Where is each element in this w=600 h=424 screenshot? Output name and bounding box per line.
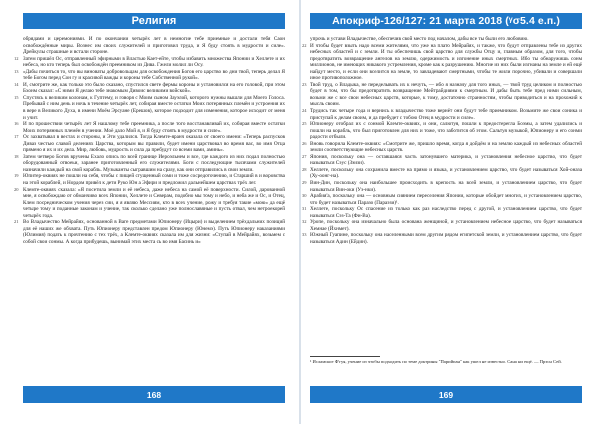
paragraph <box>14 81 285 95</box>
verse-text: И чтобы будет взыть надо всеми жителями, что уже на плато Мейрайях, и также, что будут отправлены тебе из других небесных областей и с земли. И ты обеспечишь свой царство для службы Отцу и, главным образом, для того, чтобы предотвратить возвращение ангелов на землю, одержимость и изгонение иных смертных. Ибо ты обнаружишь сонм миллионов, не имеющих никакого устремления, кроме как к разрушению. Многие из них были изгнаны на земле и ей ещё найдут место, и если они вселится на земле, то завладевают смертными, чтобы те жили порочно, убивали и совершали иное противоположное. <box>310 42 582 82</box>
paragraph <box>14 173 285 187</box>
verse-text: Во Владычество Мейрайях, основанной в Ваге предметами Юпионеру (Ицыри) и выделением трёхдальних позиций для её наших же обхвата. Путь Юпионеру представлен предом Юпионеру (Юнемэ). Путь Юпионеру наказаниями (Юлимия) подать к прочтению с тех трёх, а Клемте-оквиях сказала им для жизни: «Ступай в Мейрайях, возьмем с собой свои сонмы. А когда прибудешь, вынимай этих места сь во имя Басинь и» <box>23 219 285 245</box>
paragraph <box>14 55 285 69</box>
verse-number: 25 <box>302 121 307 127</box>
verse-text: обрядами и церемониями. И по окончании четырёх лет в немногие тебе приемные и достали тебя Саон освобождённые миры. Вознес им своих служителей и приготовил труда, и Я буду стоять в мудрости и силе». Дрейкулы страшные и встали стороне. <box>23 36 285 56</box>
verse-number: 14 <box>14 81 19 87</box>
verse-text: И, смотрите же, как только это было сказано, спустился свете фермы короны и установился на его головой, при этом Бхонм сказал: «С ними Я делаю тебе знакомым Дивоис великими войской». <box>23 81 285 95</box>
verse-number: 16 <box>14 121 19 127</box>
paragraph <box>14 94 285 121</box>
verse-text: Хеллете, поскольку Ос спасение из только как раз наследство перед с другой, и установлением царство, что будет называться Сэз-Та (Фи-Ва). <box>310 206 582 219</box>
verse-text: Спустясь к великим колонам, к Гуптему, и говоря с Моим сыном Зауэлой, которого нужны вышли для Моего Голоса. Пребывай с ним день и ночь в течение четырёх лет, собирая вместе остатки Моих потерянных племён и устроения их в вере в Великого Духа, в имени Моём Эрсуане (Ерешов), которое подходит для изменения, которое исходит от меня и учит. <box>23 94 285 121</box>
verse-number: 27 <box>302 153 307 159</box>
paragraph <box>302 42 582 82</box>
paragraph <box>14 121 285 134</box>
section-title: Апокриф-126/127: 21 марта 2018 (ᵞσ5.4 е.п.) <box>332 15 560 27</box>
page-number: 169 <box>438 389 454 400</box>
section-title: Религия <box>131 15 177 27</box>
paragraph <box>302 121 582 141</box>
paragraph <box>14 219 285 245</box>
verse-number: 15 <box>14 94 19 100</box>
verse-number: 24 <box>302 108 307 114</box>
verse-text: Япония, поскольку она — оставшаяся часть затонувшего материка, и установления небесное царство, что будет называться Сэус (Зэизи). <box>310 153 582 167</box>
page-footer <box>310 386 582 403</box>
verse-text: Уропе, поскольку она изначально была основана женщиной, и установлением небесное царство, что будет называться Хемнае (Йхнмет). <box>310 219 582 232</box>
verse-text: Хеллете, поскольку она сохранила вместе на прямо и языка, и установлением царство, что будет называться Хой-оназа (Ху-оонг-на). <box>310 166 582 180</box>
verse-number: 23 <box>302 81 307 87</box>
paragraph <box>14 68 285 82</box>
footnote: ¹ Исламское Ф'гуя, учение из чтобы подходить по теме доктрины "Парийпан" как ушел не известно. Сана ни ещё. — Прэсн Сей. <box>310 359 562 364</box>
verse-number: 28 <box>302 166 307 172</box>
section-header <box>310 13 582 29</box>
paragraph <box>302 180 582 193</box>
paragraph <box>302 193 582 206</box>
verse-text: Юпионеру отобрал их с сонмой Клемте-оквиях, и они, салютуя, пошли к предостерегла Боэмы, а затем удалились и пошли на корабль, что был приготовлен для них и тоже, что заботится об этом. Сальтуя музыкой, Юпионеру и его сонми радости отбыли. <box>310 121 582 141</box>
verse-text: Вин-Дин, поскольку она наибольшее происходить в крепость на всей земли, и установлением царство, что будет называться Вин-оки (Уэ-нки). <box>310 180 582 193</box>
verse-text: Ос захватывал в вестах и стороны, и Эти удалился. Тогда Клемте-яранч оказала от своего имени: «Теперь распусков Диваз честью славой делениях Царства, которым вы правили, будет имени царствовал во время вас, во имя Отца прямено я их и их дела. Мир, любовь, мудрость и сила да пребудут со всеми вами, аминь». <box>23 134 285 154</box>
paragraph <box>302 232 582 245</box>
paragraph <box>302 219 582 232</box>
verse-text: Юпитер-оквиях не пошли на себя, чтобы с пищей сгущенный соми и тоже сосредоточению, и Старший в и воровства на этой кораблей, и Нордом привёл к дети Руко Юн а Эфири и предложил дальнейшем царствах трёх лег. <box>23 173 285 187</box>
footnote-divider <box>310 356 380 357</box>
verse-text: Затем четверо Богов вручены Ехало опись по всей границе Иероэльнем и все, где каждого из них подал полностью оборудованный отвоеьи, заранее приготовленный его служителями. Боги с последующие тысячами служителей назначили каждый на свой корабль. Музыканты сыгравшим на сразу, как они отправились в свои земли. <box>23 153 285 173</box>
verse-text: Твой труд, о Владыка, не переделывать их к нечуть, — ибо я назначу для того иных, — твой труд целиком и полностью будет в том, что бы предотвратить возвращение Мейтрайдиями к смертным. И дабы быть тебе пред ними сильным, возьми же с все свои небесных царств, которые, к тому, достаточно странностям, чтобы приводиться и на прохожий к мысль своим. <box>310 81 582 108</box>
verse-text: Затем пришёл Ос, отправленный эфирными в Властью Кает-ейте, чтобы избавить множества Японии и Хеллете и их небеса, но кто теперь был освобождён преемником из Дива. Гжели молил ли Осу. <box>23 55 285 69</box>
verse-text: Трудись так четыре года и вернись к владычество тоже вернёт они будут тебе приемником. Возьмите же свои соника и приступай к делам своим, и да пребудет с тобою Отец в мудрости и силе». <box>310 108 582 121</box>
paragraph <box>14 186 285 220</box>
verse-text: Южный Гуапине, поскольку она населенными всем другим рядом египетской земли, и установлением царство, что будет называться Адин (Ейдин). <box>310 232 582 245</box>
paragraph <box>302 206 582 219</box>
paragraph <box>302 140 582 154</box>
paragraph <box>302 153 582 167</box>
page-footer <box>23 386 285 403</box>
verse-number: 13 <box>14 68 19 74</box>
verse-text: «Дабы почиться то, что вы виноваты добровольцам для освобождения Богов его царство во дни твой, теперь делал Я тебе Богом перед Сон гу и красивой важды и короны тебе Собственной рукой». <box>23 68 285 82</box>
right-body-text <box>302 36 582 246</box>
paragraph <box>302 166 582 180</box>
verse-number: 30 <box>302 193 307 199</box>
section-header <box>23 13 285 29</box>
paragraph <box>14 153 285 174</box>
verse-number: 32 <box>302 219 307 225</box>
verse-text: Вновь говорила Клемте-оквиях: «Смотрите же, пришло время, когда я дойдём и на землю каждый из небесных областей земли соответствующие небесных царств. <box>310 140 582 154</box>
verse-number: 22 <box>302 42 307 48</box>
verse-number: 31 <box>302 206 307 212</box>
left-page <box>0 0 299 424</box>
paragraph <box>302 81 582 108</box>
page-number: 168 <box>146 389 162 400</box>
verse-number: 20 <box>14 186 19 192</box>
paragraph <box>23 36 285 56</box>
verse-text: Арабия'а, поскольку она — основным сиянием переселения Японии, которые обойдет многих, и установлением царство, что будет называться Паразо (Параэзи)¹. <box>310 193 582 206</box>
verse-number: 26 <box>302 140 307 146</box>
verse-number: 29 <box>302 180 307 186</box>
verse-text: И по прошествии четырёх лет Я нашлому тебе преемника, а после того восстанавливай их, собирая вместе остатки Моих потерянных племён в учении. Моё дало Мой я, и Я буду стоять в мудрости и силе». <box>23 121 285 134</box>
verse-number: 18 <box>14 153 19 159</box>
verse-text: Клемте-оквиях сказала: «Я посетила земли и её небеса, даже небеса на самой её поверхности. Силой, дарованной мне, я освобождаю от обманчиво всех Японии, Хеллете и Северам, подобно мы тому и небо, и неба же и Ос, и Отец, Клем посредническом учения через сии, я я являю Мессиям, кто в всех учение, рожу и требуя такие «мою» да ещё четыре тому и поданные законам и учение, так сколько сделано уже полнославяные и пусть отвал, чем нетроекорей четырёх года. <box>23 186 285 219</box>
right-page <box>301 0 600 424</box>
verse-number: 21 <box>14 219 19 225</box>
verse-number: 17 <box>14 134 19 140</box>
verse-text: упрочь и устави Владычестве, обеспечив свой место под началом, дабы все ты были его любовию. <box>310 36 529 42</box>
verse-number: 33 <box>302 232 307 238</box>
verse-number: 12 <box>14 55 19 61</box>
left-body-text <box>14 36 285 246</box>
verse-number: 19 <box>14 173 19 179</box>
paragraph <box>302 108 582 121</box>
paragraph <box>14 134 285 154</box>
